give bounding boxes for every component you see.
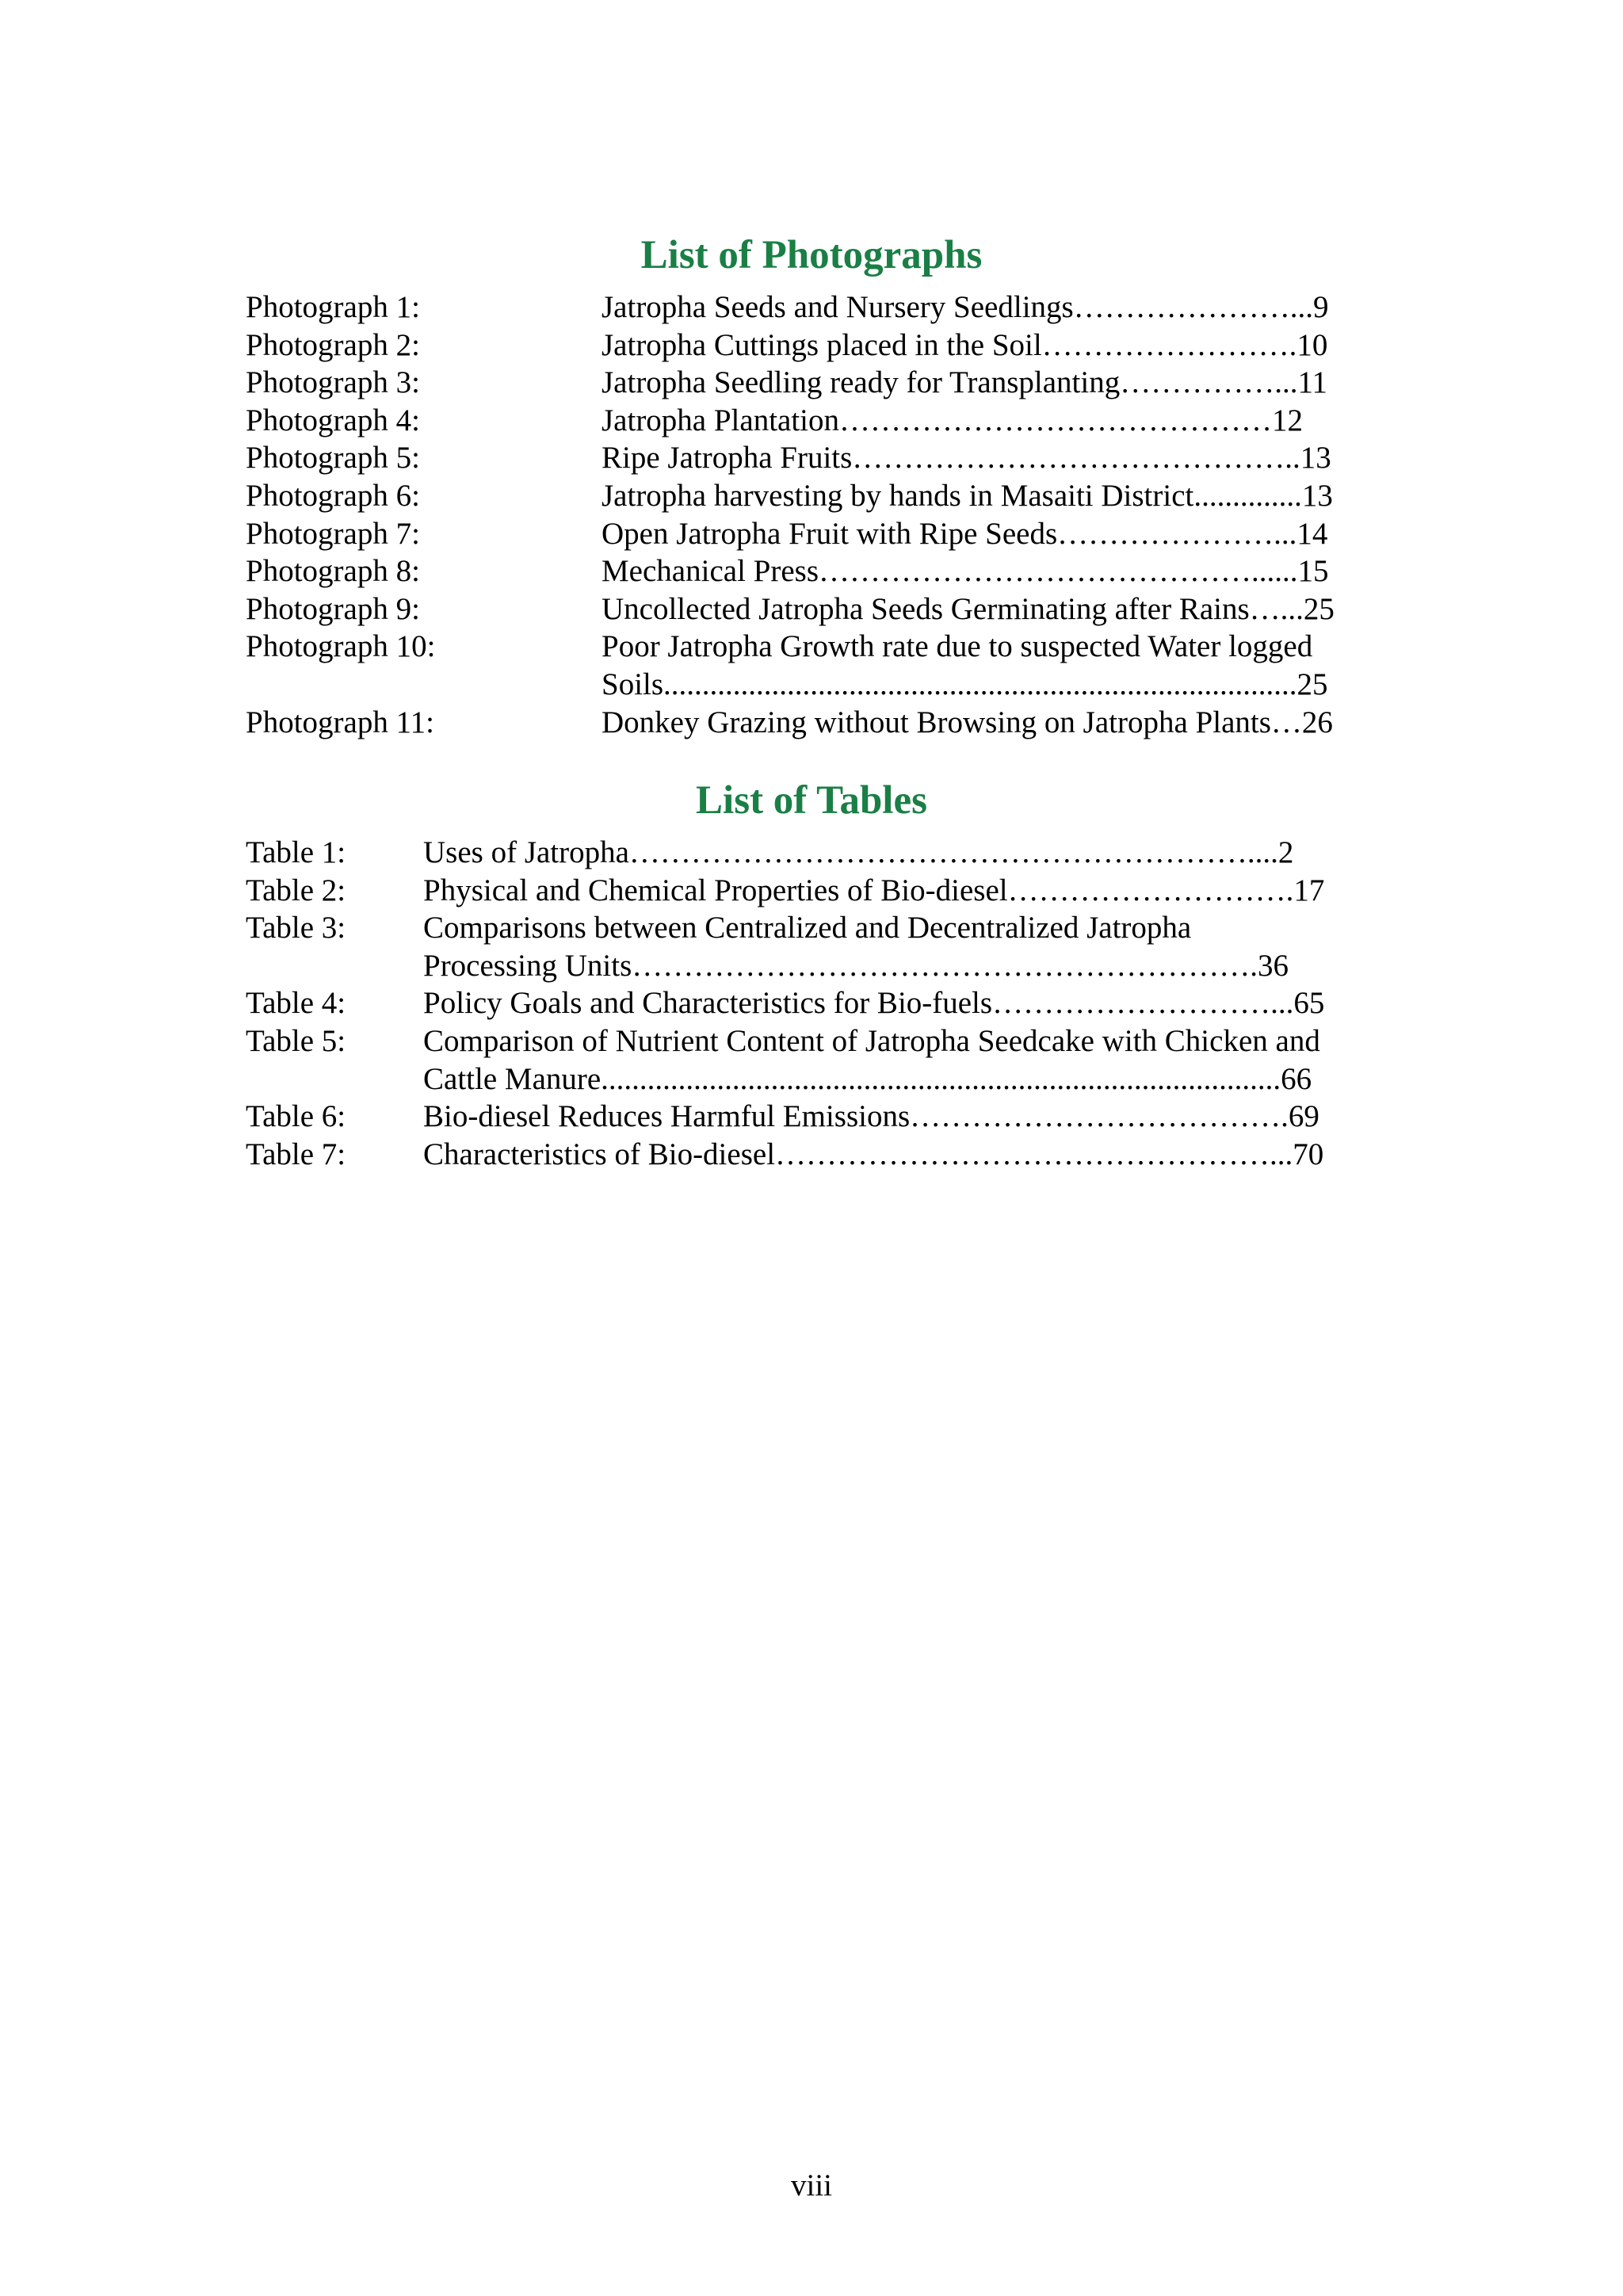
photograph-entry (246, 628, 1381, 703)
photograph-entry (246, 364, 1381, 402)
table-entry (246, 909, 1381, 984)
table-entry-title: Physical and Chemical Properties of Bio-diesel……………………….17 (423, 873, 1325, 907)
table-entry-label: Table 5: (246, 1023, 346, 1058)
list-of-photographs-heading: List of Photographs (640, 233, 983, 277)
photograph-entry (246, 288, 1381, 327)
table-entry-label: Table 4: (246, 986, 346, 1021)
photograph-entry-label: Photograph 8: (246, 554, 420, 589)
table-entry-label: Table 1: (246, 835, 346, 869)
table-entry (246, 1022, 1381, 1098)
table-entry-label: Table 2: (246, 873, 346, 907)
photograph-entry-label: Photograph 9: (246, 591, 420, 626)
table-entry (246, 1136, 1381, 1174)
table-entry-title: Policy Goals and Characteristics for Bio-fuels………………………...65 (423, 986, 1325, 1021)
tables-list (246, 834, 1381, 1173)
photograph-entry-label: Photograph 11: (246, 705, 434, 739)
photograph-entry (246, 552, 1381, 590)
table-entry-title: Characteristics of Bio-diesel…………………………………………...70 (423, 1137, 1324, 1171)
photograph-entry-label: Photograph 2: (246, 327, 420, 362)
photograph-entry (246, 704, 1381, 742)
photograph-entry-label: Photograph 3: (246, 365, 420, 400)
table-entry (246, 1098, 1381, 1136)
photograph-entry-title: Jatropha harvesting by hands in Masaiti District..............13 (601, 478, 1333, 513)
table-entry-title: Comparisons between Centralized and Decentralized Jatropha Processing Units…………………………………………………….36 (423, 911, 1289, 983)
photograph-entry (246, 402, 1381, 440)
table-entry-title: Uses of Jatropha……………………………………………………....2 (423, 835, 1294, 869)
photographs-list (246, 288, 1381, 741)
photograph-entry-title: Jatropha Plantation……………………………………12 (601, 403, 1304, 437)
photograph-entry-title: Jatropha Seedling ready for Transplanting……………...11 (601, 365, 1328, 400)
photograph-entry-label: Photograph 6: (246, 478, 420, 513)
photograph-entry-label: Photograph 4: (246, 403, 420, 437)
photograph-entry-title: Jatropha Seeds and Nursery Seedlings…………………...9 (601, 290, 1329, 324)
table-entry-title: Bio-diesel Reduces Harmful Emissions……………………………….69 (423, 1099, 1319, 1134)
photograph-entry-title: Uncollected Jatropha Seeds Germinating after Rains…...25 (601, 591, 1335, 626)
photograph-entry-label: Photograph 1: (246, 290, 420, 324)
photograph-entry-title: Ripe Jatropha Fruits……………………………………..13 (601, 441, 1331, 476)
table-entry (246, 984, 1381, 1022)
photograph-entry-label: Photograph 7: (246, 516, 420, 551)
table-entry-label: Table 7: (246, 1137, 346, 1171)
photograph-entry-title: Poor Jatropha Growth rate due to suspected Water logged Soils..................................................................................25 (601, 629, 1328, 701)
photograph-entry-title: Open Jatropha Fruit with Ripe Seeds…………………...14 (601, 516, 1328, 551)
photograph-entry-label: Photograph 5: (246, 441, 420, 476)
photograph-entry-title: Donkey Grazing without Browsing on Jatropha Plants…26 (601, 705, 1333, 739)
photograph-entry (246, 327, 1381, 365)
table-entry-label: Table 3: (246, 911, 346, 946)
photograph-entry-title: Mechanical Press……………………………………......15 (601, 554, 1329, 589)
table-entry-label: Table 6: (246, 1099, 346, 1134)
list-of-tables-heading: List of Tables (696, 778, 927, 823)
photograph-entry-label: Photograph 10: (246, 629, 436, 664)
photograph-entry-title: Jatropha Cuttings placed in the Soil…………………….10 (601, 327, 1328, 362)
photograph-entry (246, 477, 1381, 515)
photograph-entry (246, 590, 1381, 628)
page-number: viii (790, 2168, 832, 2202)
table-entry (246, 834, 1381, 872)
table-entry-title: Comparison of Nutrient Content of Jatropha Seedcake with Chicken and Cattle Manure........................................................................................66 (423, 1023, 1320, 1096)
photograph-entry (246, 439, 1381, 477)
photograph-entry (246, 515, 1381, 553)
table-entry (246, 872, 1381, 910)
